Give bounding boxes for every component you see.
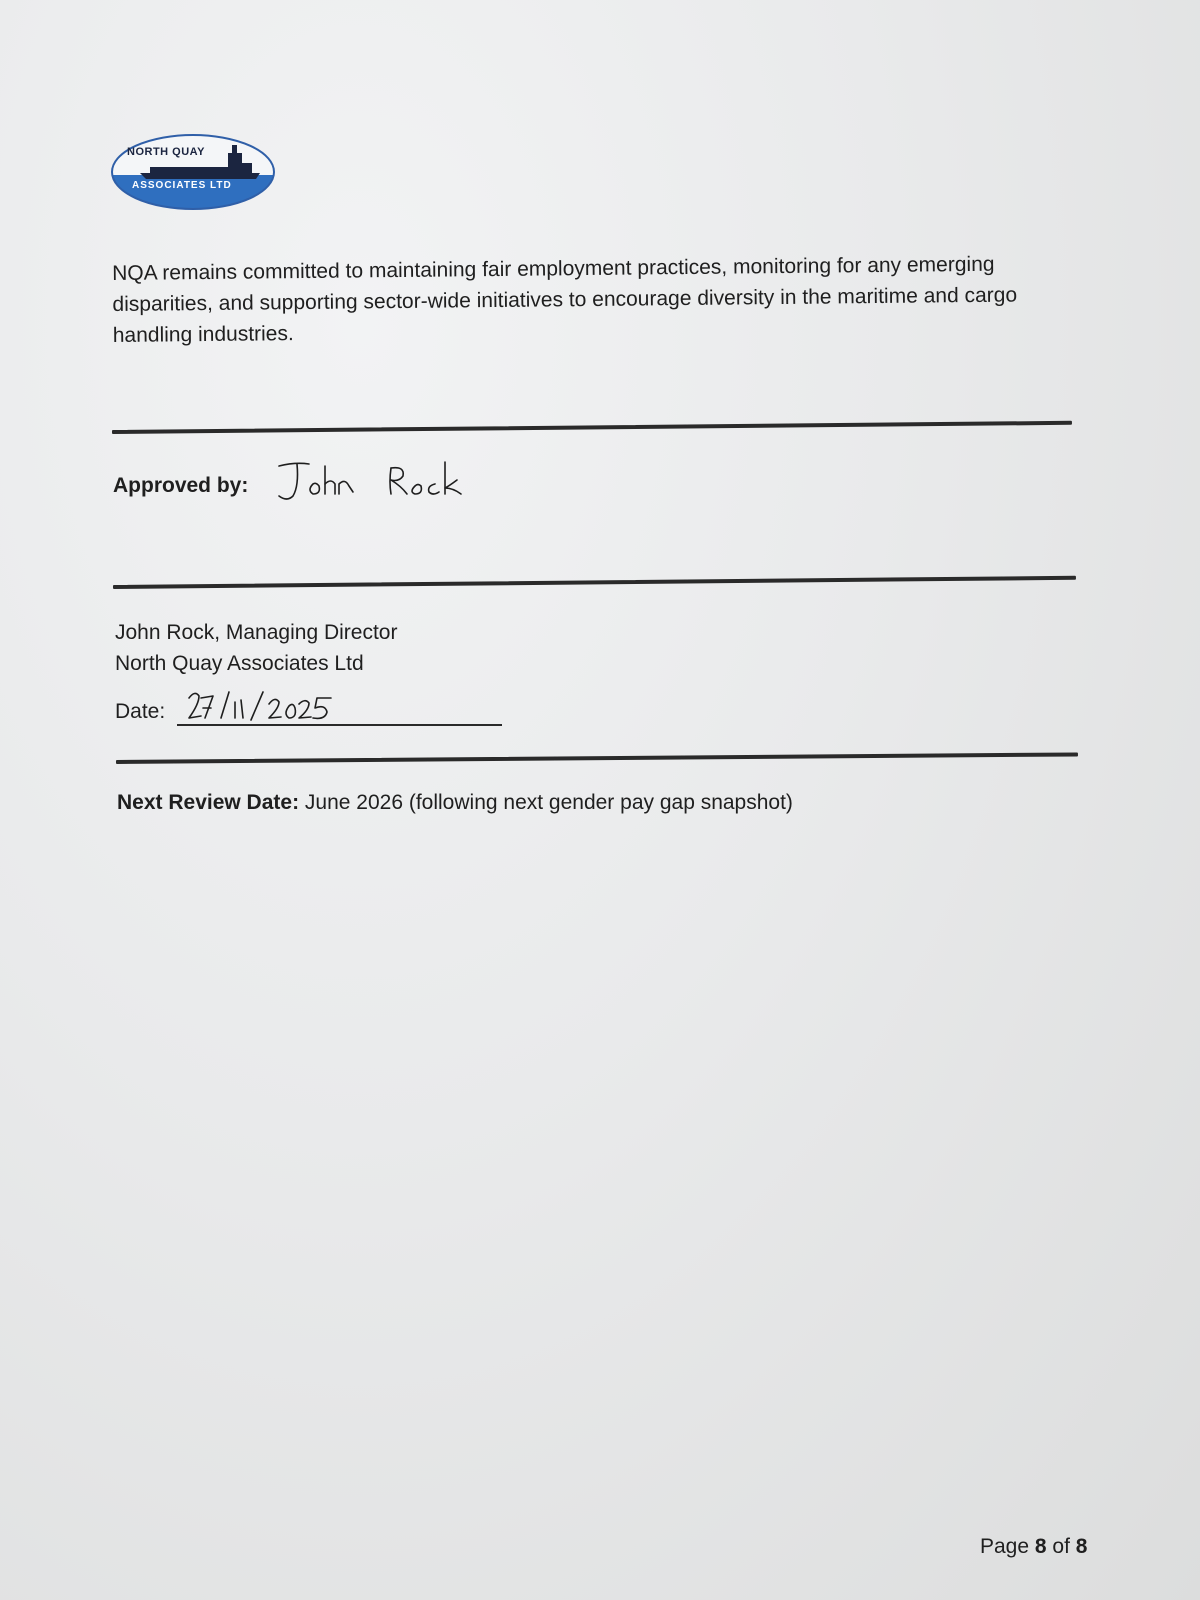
next-review-label: Next Review Date: — [117, 791, 300, 814]
signatory-company: North Quay Associates Ltd — [115, 652, 364, 675]
page-prefix: Page — [980, 1535, 1030, 1558]
divider-line — [116, 752, 1078, 764]
next-review-line — [117, 791, 793, 815]
handwritten-date — [185, 688, 375, 728]
next-review-value: June 2026 (following next gender pay gap snapshot) — [304, 791, 793, 814]
signatory-name-title: John Rock, Managing Director — [115, 621, 398, 644]
logo-line2: ASSOCIATES LTD — [132, 180, 232, 191]
page-sep: of — [1052, 1535, 1070, 1558]
handwritten-signature — [273, 458, 593, 514]
divider-line — [112, 421, 1072, 434]
divider-line — [113, 576, 1076, 589]
page-number — [980, 1535, 1087, 1559]
approved-by-label: Approved by: — [113, 474, 249, 497]
logo-line1: NORTH QUAY — [127, 146, 205, 158]
page-total: 8 — [1075, 1535, 1088, 1558]
logo-graphic — [110, 133, 276, 211]
date-label: Date: — [115, 700, 166, 723]
commitment-statement: NQA remains committed to maintaining fair employment practices, monitoring for any emerging disparities, and supporting sector-wide initiatives to encourage diversity in the maritime and cargo handling industries. — [112, 252, 1018, 347]
signatory-block — [115, 617, 397, 679]
date-row — [115, 690, 515, 730]
approval-row — [113, 462, 613, 512]
page-current: 8 — [1034, 1535, 1047, 1558]
company-logo — [110, 133, 276, 211]
